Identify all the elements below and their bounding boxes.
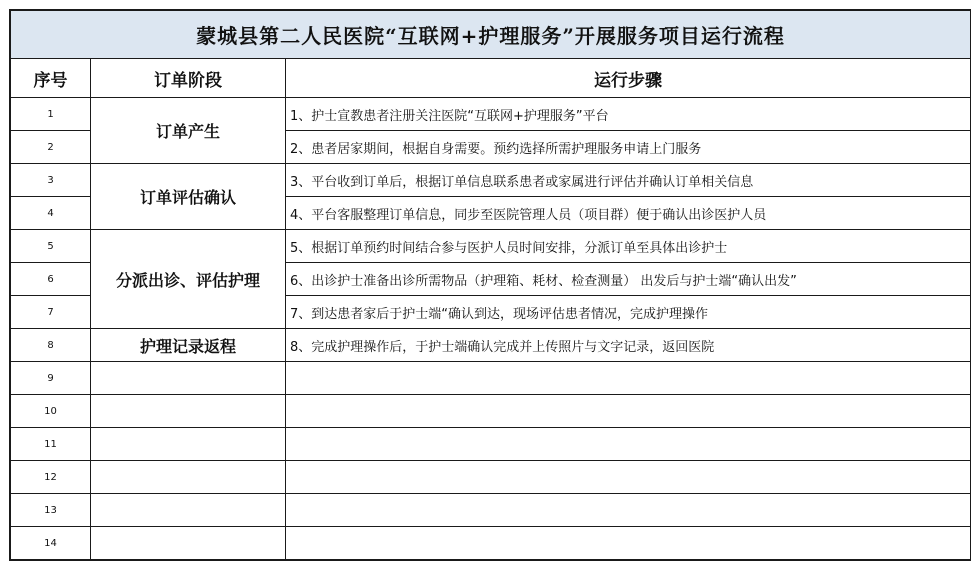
table-row: [11, 329, 971, 362]
table-row: [11, 164, 971, 197]
stage-cell-empty[interactable]: [91, 395, 286, 428]
row-number[interactable]: 10: [11, 395, 91, 428]
stage-cell-empty[interactable]: [91, 494, 286, 527]
table-row: [11, 362, 971, 395]
step-cell[interactable]: [286, 527, 971, 560]
table-row: [11, 527, 971, 560]
table-row: [11, 98, 971, 131]
step-cell[interactable]: [286, 461, 971, 494]
table-row: [11, 428, 971, 461]
row-number[interactable]: 8: [11, 329, 91, 362]
header-number[interactable]: 序号: [11, 59, 91, 98]
row-number[interactable]: 9: [11, 362, 91, 395]
stage-dispatch-care[interactable]: 分派出诊、评估护理: [91, 230, 286, 329]
header-steps[interactable]: 运行步骤: [286, 59, 971, 98]
header-stage[interactable]: 订单阶段: [91, 59, 286, 98]
row-number[interactable]: 13: [11, 494, 91, 527]
row-number[interactable]: 11: [11, 428, 91, 461]
step-cell[interactable]: [286, 362, 971, 395]
stage-record-return[interactable]: 护理记录返程: [91, 329, 286, 362]
row-number[interactable]: 1: [11, 98, 91, 131]
process-table-sheet: [9, 9, 971, 561]
step-cell[interactable]: [286, 428, 971, 461]
header-row: [11, 59, 971, 98]
row-number[interactable]: 4: [11, 197, 91, 230]
table-row: [11, 494, 971, 527]
step-cell[interactable]: [286, 395, 971, 428]
row-number[interactable]: 6: [11, 263, 91, 296]
step-cell[interactable]: 4、平台客服整理订单信息，同步至医院管理人员（项目群）便于确认出诊医护人员: [286, 197, 971, 230]
table-row: [11, 461, 971, 494]
step-cell[interactable]: 6、出诊护士准备出诊所需物品（护理箱、耗材、检查测量） 出发后与护士端“确认出发”: [286, 263, 971, 296]
step-cell[interactable]: 7、到达患者家后于护士端“确认到达，现场评估患者情况，完成护理操作: [286, 296, 971, 329]
stage-cell-empty[interactable]: [91, 362, 286, 395]
step-cell[interactable]: 1、护士宣教患者注册关注医院“互联网+护理服务”平台: [286, 98, 971, 131]
row-number[interactable]: 7: [11, 296, 91, 329]
step-cell[interactable]: 2、患者居家期间，根据自身需要。预约选择所需护理服务申请上门服务: [286, 131, 971, 164]
stage-order-assessment[interactable]: 订单评估确认: [91, 164, 286, 230]
row-number[interactable]: 3: [11, 164, 91, 197]
row-number[interactable]: 2: [11, 131, 91, 164]
stage-order-created[interactable]: 订单产生: [91, 98, 286, 164]
step-cell[interactable]: [286, 494, 971, 527]
row-number[interactable]: 5: [11, 230, 91, 263]
table-title[interactable]: 蒙城县第二人民医院“互联网+护理服务”开展服务项目运行流程: [11, 11, 971, 59]
step-cell[interactable]: 8、完成护理操作后，于护士端确认完成并上传照片与文字记录，返回医院: [286, 329, 971, 362]
stage-cell-empty[interactable]: [91, 428, 286, 461]
process-table: [10, 10, 971, 560]
row-number[interactable]: 12: [11, 461, 91, 494]
title-row: [11, 11, 971, 59]
row-number[interactable]: 14: [11, 527, 91, 560]
step-cell[interactable]: 5、根据订单预约时间结合参与医护人员时间安排，分派订单至具体出诊护士: [286, 230, 971, 263]
step-cell[interactable]: 3、平台收到订单后，根据订单信息联系患者或家属进行评估并确认订单相关信息: [286, 164, 971, 197]
stage-cell-empty[interactable]: [91, 527, 286, 560]
stage-cell-empty[interactable]: [91, 461, 286, 494]
table-row: [11, 230, 971, 263]
table-row: [11, 395, 971, 428]
